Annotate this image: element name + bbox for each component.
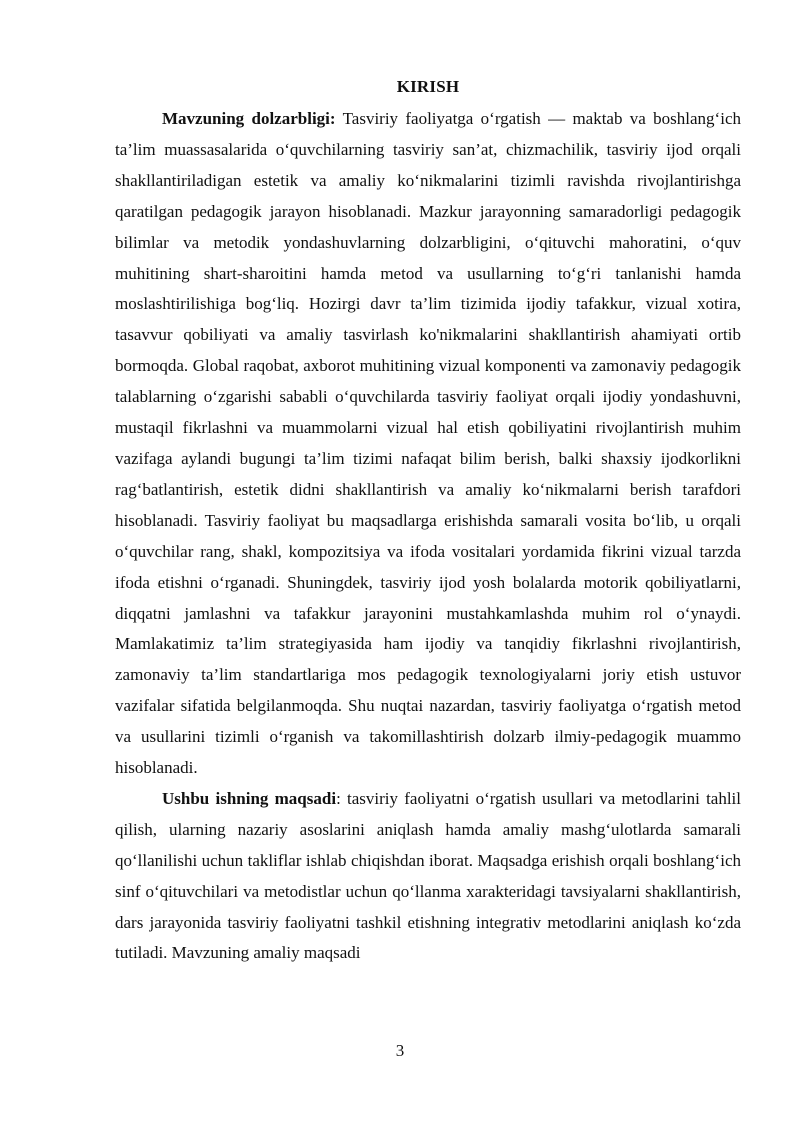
document-page [115,76,741,1076]
section-title: KIRISH [396,77,460,96]
page-number: 3 [395,1041,405,1060]
goal-paragraph [115,784,741,969]
goal-text: : tasviriy faoliyatni o‘rgatish usullari va metodlarini tahlil qilish, ularning nazariy asoslarini aniqlash hamda amaliy mashg‘ulotlarda samarali qo‘llanilishi uchun takliflar ishlab chiqishdan iborat. Maqsadga erishish orqali boshlang‘ich sinf o‘qituvchilari va metodistlar uchun qo‘llanma xarakteridagi tavsiyalarni shakllantirish, dars jarayonida tasviriy faoliyatni tashkil etishning integrativ metodlarini aniqlash ko‘zda tutiladi. Mavzuning amaliy maqsadi [115,788,742,963]
relevance-lead: Mavzuning dolzarbligi: [162,109,336,128]
goal-lead: Ushbu ishning maqsadi [162,788,337,808]
relevance-paragraph [115,104,741,784]
relevance-text: Tasviriy faoliyatga o‘rgatish — maktab va boshlang‘ich ta’lim muassasalarida o‘quvchilarning tasviriy san’at, chizmachilik, tasviriy ijod orqali shakllantiriladigan estetik va amaliy ko‘nikmalarini tizimli ravishda rivojlantirishga qaratilgan pedagogik jarayon hisoblanadi. Mazkur jarayonning samaradorligi pedagogik bilimlar va metodik yondashuvlarning dolzarbligini, o‘qituvchi mahoratini, o‘quv muhitining shart-sharoitini hamda metod va usullarning to‘g‘ri tanlanishi hamda moslashtirilishiga bog‘liq. Hozirgi davr ta’lim tizimida ijodiy tafakkur, vizual xotira, tasavvur qobiliyati va amaliy tasvirlash ko'nikmalarini shakllantirish ahamiyati ortib bormoqda. Global raqobat, axborot muhitining vizual komponenti va zamonaviy pedagogik talablarning o‘zgarishi sababli o‘quvchilarda tasviriy faoliyat orqali ijodiy yondashuvni, mustaqil fikrlashni va muammolarni vizual hal etish qobiliyatini rivojlantirish muhim vazifaga aylandi bugungi ta’lim tizimi nafaqat bilim berish, balki shaxsiy ijodkorlikni rag‘batlantirish, estetik didni shakllantirish va amaliy ko‘nikmalarni berish tarafdori hisoblanadi. Tasviriy faoliyat bu maqsadlarga erishishda samarali vosita bo‘lib, u orqali o‘quvchilar rang, shakl, kompozitsiya va ifoda vositalari yordamida fikrini vizual tarzda ifoda etishni o‘rganadi. Shuningdek, tasviriy ijod yosh bolalarda motorik qobiliyatlarni, diqqatni jamlashni va tafakkur jarayonini mustahkamlashda muhim rol o‘ynaydi. Mamlakatimiz ta’lim strategiyasida ham ijodiy va tanqidiy fikrlashni rivojlantirish, zamonaviy ta’lim standartlariga mos pedagogik texnologiyalarni joriy etish ustuvor vazifalar sifatida belgilanmoqda. Shu nuqtai nazardan, tasviriy faoliyatga o‘rgatish metod va usullarini tizimli o‘rganish va takomillashtirish dolzarb ilmiy-pedagogik muammo hisoblanadi. [115,109,741,778]
